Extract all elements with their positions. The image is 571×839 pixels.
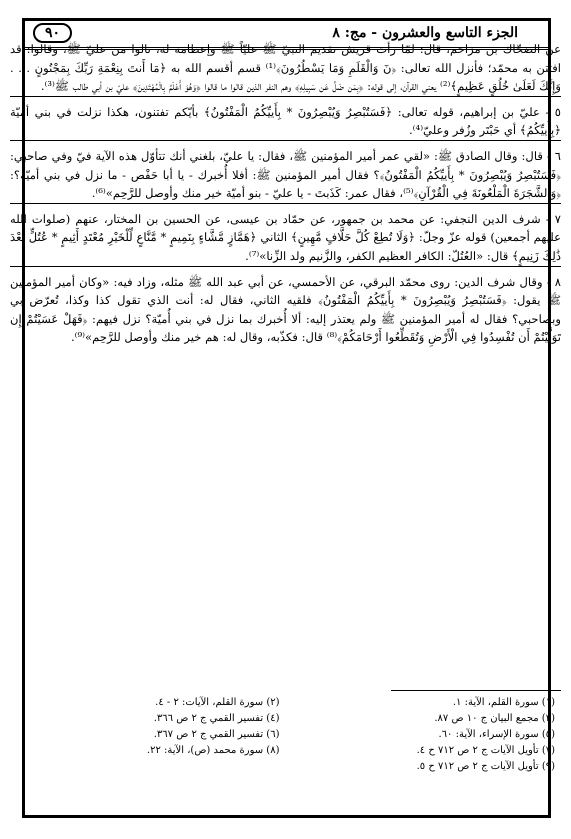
paragraph-4: ٧ - شرف الدين النجفي: عن محمد بن جمهور، عن حمّاد بن عيسى، عن الحسين بن المختار، عنهم (صلوات الله عليهم أجمعين) قوله عزّ وجلّ: ﴿وَلَا تُطِعْ كُلَّ حَلَّافٍ مَّهِينٍ﴾ الثاني ﴿هَمَّازٍ مَّشَّاءٍ بِنَمِيمٍ * مَّنَّاعٍ لِّلْخَيْرِ مُعْتَدٍ أَثِيمٍ * عُتُلٍّ بَعْدَ ذَٰلِكَ زَنِيمٍ﴾ قال: «العُتُلّ: الكافر العظيم الكفر، والزَّنيم ولد الزِّنا»⁽⁷⁾. xyxy=(10,203,561,266)
footnote-rule xyxy=(391,690,561,691)
footnote-row xyxy=(10,727,561,743)
paragraph-5: ٨ - وقال شرف الدين: روى محمّد البرقي، عن الأحمسي، عن أبي عبد الله ﷺ مثله، وزاد فيه: «وكان أمير المؤمنين ﷺ يقول: ﴿فَسَتُبْصِرُ وَيُبْصِرُونَ * بِأَييِّكُمُ الْمَفْتُونُ﴾ فلقيه الثاني، فقال له: أنت الذي تقول كذا وكذا، تُعرّض بي وبصاحبي؟ فقال له أمير المؤمنين ﷺ ولم يعتذر إليه: ألا أُخبرك بما نزل في بني أُميّة؟ نزل فيهم: ﴿فَهَلْ عَسَيْتُمْ إِن تَوَلَّيْتُمْ أَن تُفْسِدُوا فِي الْأَرْضِ وَتُقَطِّعُوا أَرْحَامَكُمْ﴾⁽⁸⁾ قال: فكذّبه، وقال له: هم خير منك وأوصل للرَّحِم»⁽⁹⁾. xyxy=(10,266,561,347)
main-text xyxy=(10,40,561,347)
footnote: (١) سورة القلم، الآية: ١. xyxy=(452,697,555,708)
footnote-row xyxy=(10,759,561,775)
footnote-row xyxy=(10,695,561,711)
footnote: (٥) سورة الإسراء، الآية: ٦٠. xyxy=(438,729,555,740)
footnote xyxy=(10,759,286,775)
footnote-row xyxy=(10,743,561,759)
paragraph-2: ٥ - عليّ بن إبراهيم، قوله تعالى: ﴿فَسَتُبْصِرُ وَيُبْصِرُونَ * بِأَييِّكُمُ الْمَفْتُونُ﴾ بأيّكم تفتنون، هكذا نزلت في بني أميّة ﴿بِأَييِّكُمُ﴾ أي حَبْتَر وزُفر وعليّ⁽⁴⁾. xyxy=(10,96,561,140)
footnote: (٢) سورة القلم، الآيات: ٢ - ٤. xyxy=(155,697,280,708)
paragraph-1: عن الضحّاك بن مزاحم، قال: لمّا رأت قريش تقديم النبيّ ﷺ عليّاً ﷺ وإعظامه له، نالوا من عليّ ﷺ، وقالوا: قد افتتن به محمّد؛ فأنزل الله تعالى: ﴿نٓ وَالْقَلَمِ وَمَا يَسْطُرُونَ﴾⁽¹⁾ قسم أقسم الله به ﴿مَا أَنتَ بِنِعْمَةِ رَبِّكَ بِمَجْنُونٍ . . . وَإِنَّكَ لَعَلَىٰ خُلُقٍ عَظِيمٍ﴾⁽²⁾ يعني القرآن، إلى قوله: ﴿بِمَن ضَلَّ عَن سَبِيلِهِ﴾ وهم النفر الذين قالوا ما قالوا ﴿وَهُوَ أَعْلَمُ بِالْمُهْتَدِينَ﴾ عليّ بن أبي طالب ﷺ⁽³⁾. xyxy=(10,42,561,94)
page-number: ٩٠ xyxy=(33,23,72,43)
footnote: (٣) مجمع البيان ج ١٠ ص ٨٧. xyxy=(434,713,555,724)
footnote: (٧) تأويل الآيات ج ٢ ص ٧١٢ ح ٤. xyxy=(416,745,555,756)
footnotes xyxy=(10,690,561,775)
footnote: (٦) تفسير القمي ج ٢ ص ٣٦٧. xyxy=(153,729,280,740)
footnote: (٤) تفسير القمي ج ٢ ص ٣٦٦. xyxy=(153,713,280,724)
paragraph-3: ٦ - قال: وقال الصادق ﷺ: «لقي عمر أمير المؤمنين ﷺ، فقال: يا عليّ، بلغني أنك تتأوّل هذه الآية فيّ وفي صاحبي: ﴿فَسَتُبْصِرُ وَيُبْصِرُونَ * بِأَييِّكُمُ الْمَفْتُونُ﴾؟ فقال أمير المؤمنين ﷺ: أفلا أُخبرك - يا أبا حَفْص - ما نزل في بني أميّة؟: ﴿وَالشَّجَرَةَ الْمَلْعُونَةَ فِي الْقُرْآنِ﴾⁽⁵⁾، فقال عمر: كَذَبتَ - يا عليّ - بنو أميّة خير منك وأوصل للرَّحِم»⁽⁶⁾. xyxy=(10,140,561,203)
footnote-row xyxy=(10,711,561,727)
footnote: (٩) تأويل الآيات ج ٢ ص ٧١٢ ح ٥. xyxy=(416,761,555,772)
footnote-table xyxy=(10,695,561,775)
footnote: (٨) سورة محمد (ص)، الآية: ٢٢. xyxy=(146,745,280,756)
running-title: الجزء التاسع والعشرون - مج: ٨ xyxy=(332,25,518,41)
